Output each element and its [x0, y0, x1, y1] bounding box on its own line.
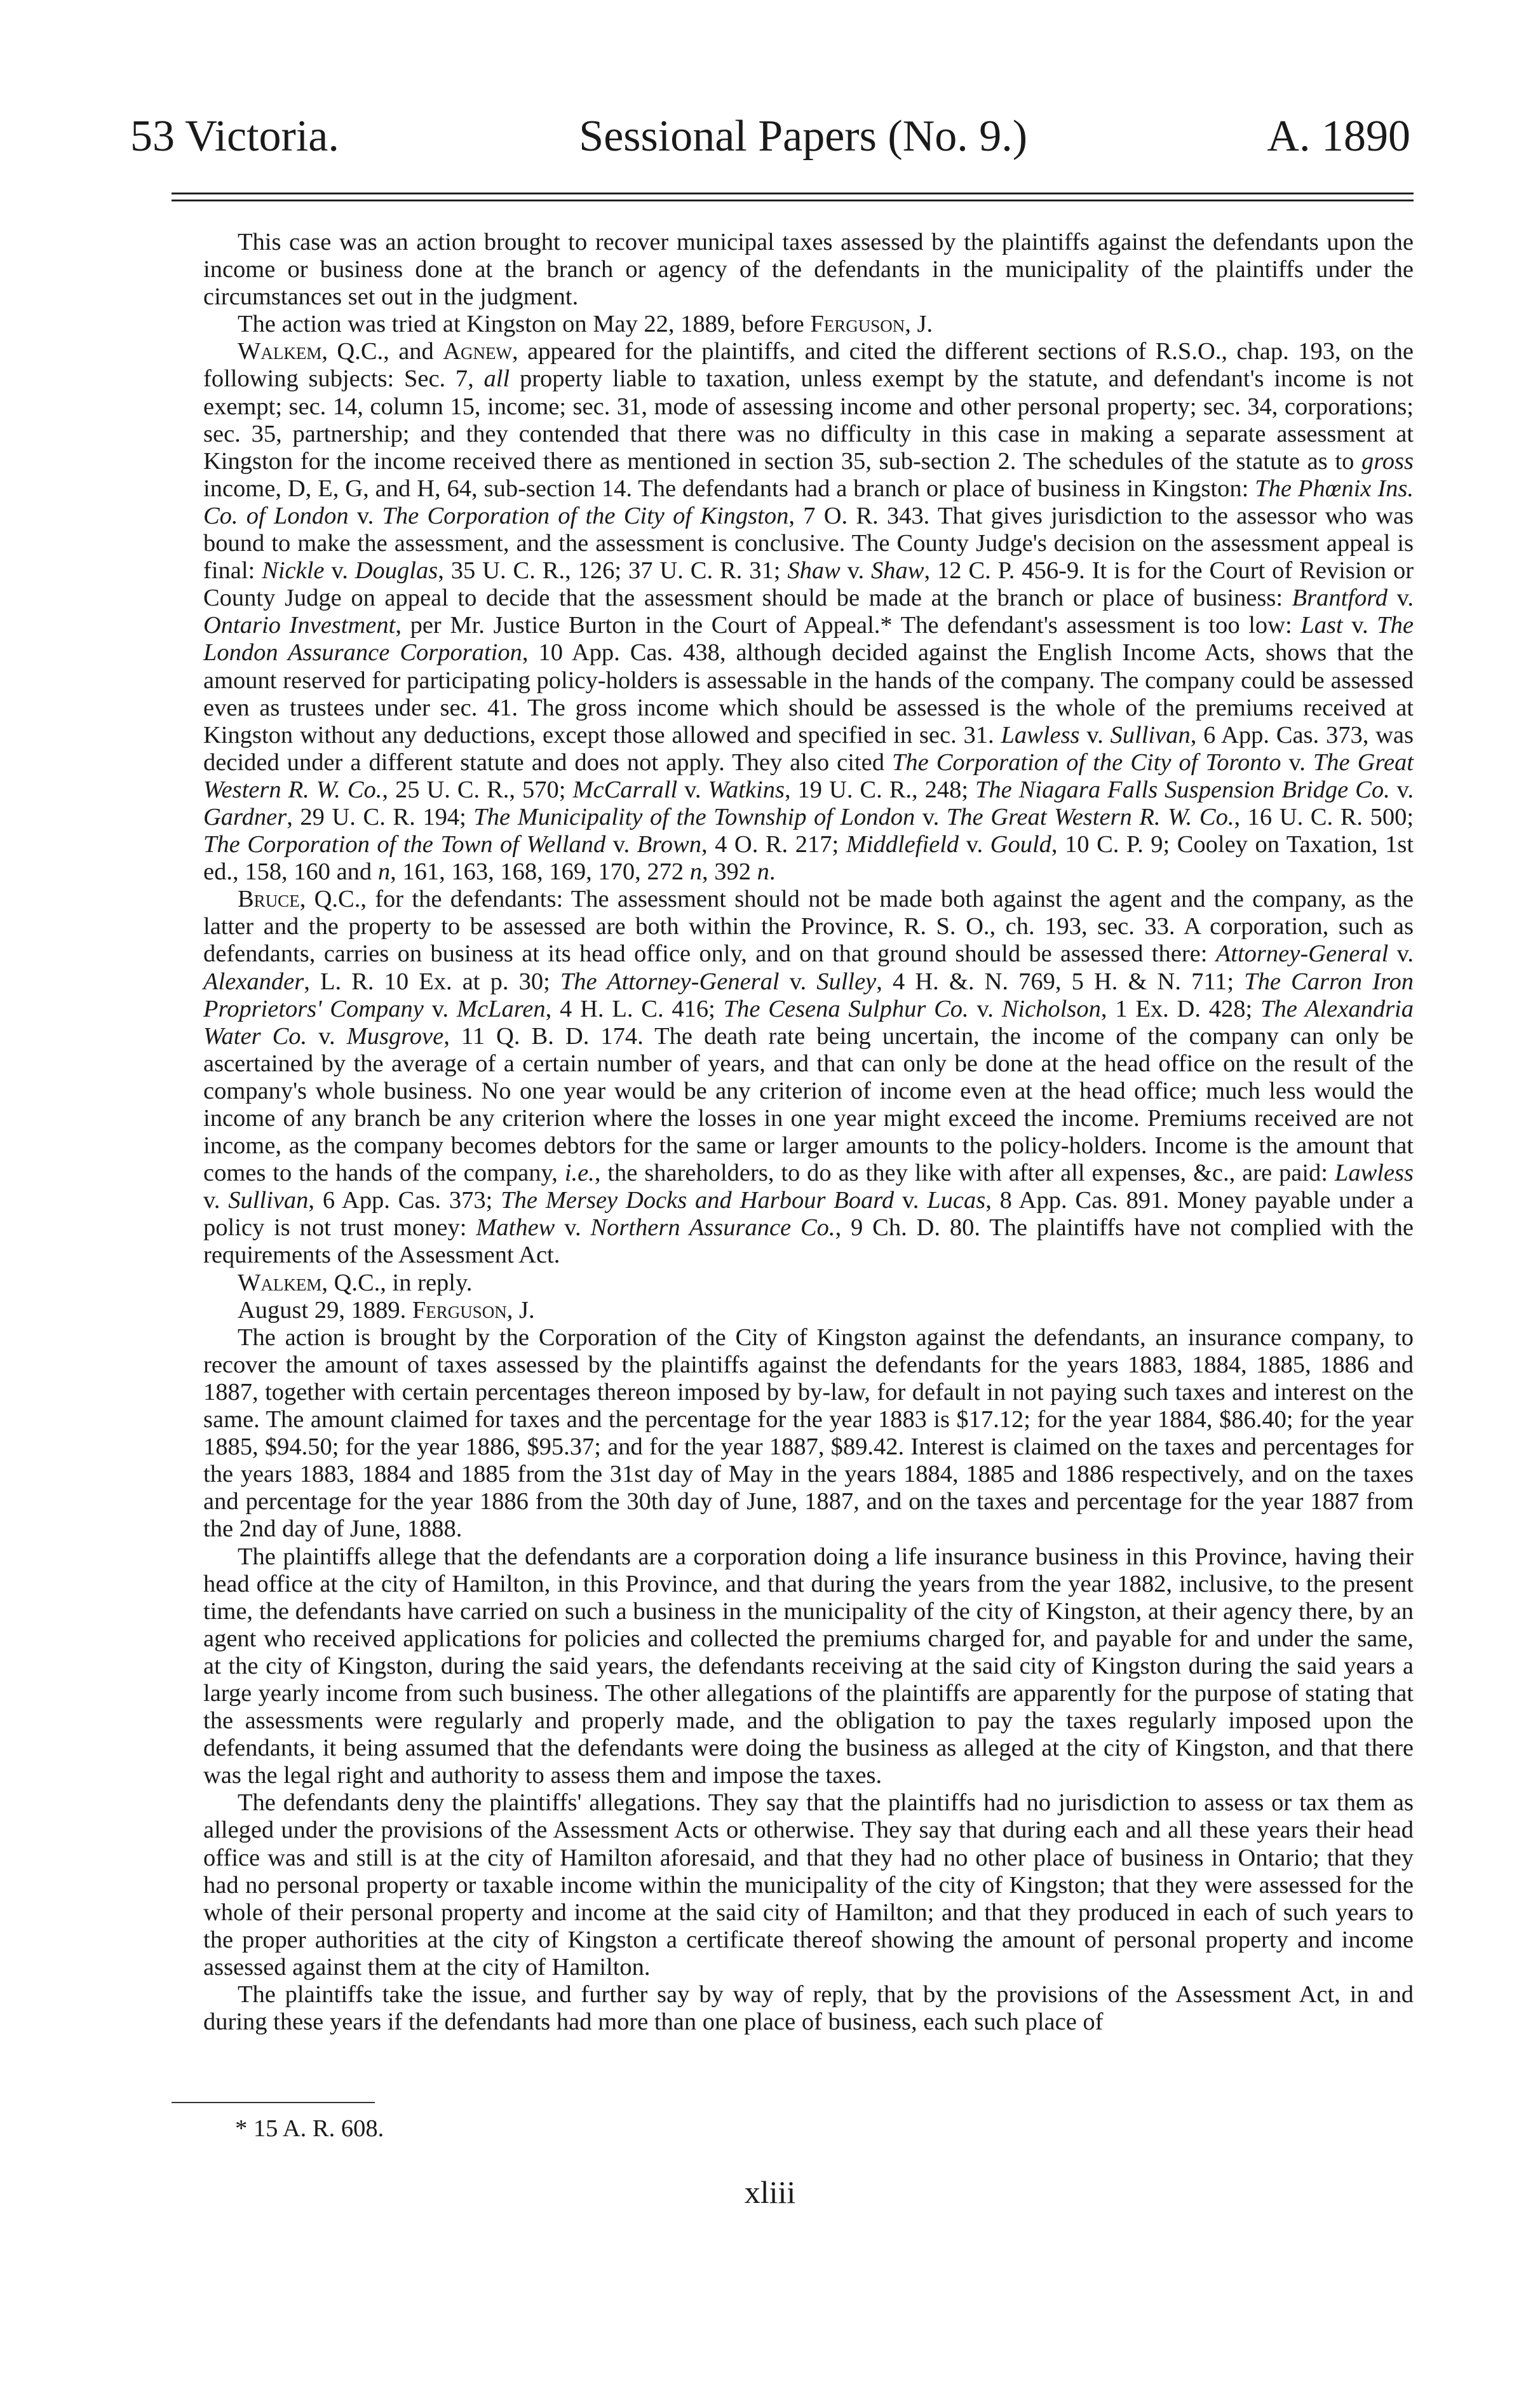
italic-text: n [757, 858, 769, 886]
italic-text: Musgrove [346, 1022, 444, 1050]
text-run: v. [605, 831, 637, 858]
paragraph [203, 338, 1414, 886]
text-run: , J. [905, 311, 933, 338]
italic-text: Middlefield [846, 831, 959, 858]
text-run: , the shareholders, to do as they like with after all expenses, &c., are paid: [594, 1160, 1335, 1187]
text-run: . [769, 858, 776, 886]
name-smallcaps: Bruce [238, 886, 300, 913]
text-run: , 161, 163, 168, 169, 170, 272 [390, 858, 690, 886]
italic-text: Gould [990, 831, 1051, 858]
text-run: , 1 Ex. D. 428; [1100, 995, 1261, 1022]
text-run: v. [894, 1187, 928, 1214]
italic-text: The London Assurance Corporation [203, 612, 1414, 667]
page-number: xliii [744, 2174, 796, 2210]
text-run: The plaintiffs take the issue, and further say by way of reply, that by the provisions of the Assessment Act, in and during these years if the defendants had more than one place of business, each such place of [203, 1981, 1414, 2036]
text-run: , Q.C., and [321, 338, 443, 365]
text-run: v. [348, 502, 382, 529]
text-run: v. [959, 831, 990, 858]
text-run: , 19 U. C. R., 248; [784, 776, 976, 803]
italic-text: Nickle [262, 557, 325, 585]
italic-text: Attorney-General [1215, 940, 1389, 968]
italic-text: The Corporation of the Town of Welland [203, 831, 606, 858]
italic-text: The Corporation of the City of Kingston [382, 502, 789, 529]
italic-text: Last [1300, 612, 1343, 639]
italic-text: n [689, 858, 702, 886]
running-header [130, 111, 1410, 162]
italic-text: Shaw [871, 557, 924, 585]
text-run: , appeared for the plaintiffs, and cited the different sections of R.S.O., chap. 193, on the following subjects: Sec. 7, [203, 338, 1414, 393]
text-run: , J. [506, 1296, 535, 1324]
text-run: v. [555, 1214, 591, 1242]
name-smallcaps: Ferguson [412, 1296, 507, 1324]
italic-text: Brantford [1292, 585, 1388, 612]
text-run: , 12 C. P. 456-9. It is for the Court of Revision or County Judge on appeal to decide that the assessment should be made at the branch or place of business: [203, 557, 1414, 612]
text-run: v. [915, 803, 947, 830]
italic-text: n [377, 858, 391, 886]
text-run: , 16 U. C. R. 500; [1234, 803, 1414, 830]
text-run: , 6 App. Cas. 373, was decided under a different statute and does not apply. They also cited [203, 721, 1414, 776]
text-run: v. [1342, 612, 1377, 639]
text-run: v. [1079, 721, 1111, 748]
italic-text: Lucas [927, 1187, 986, 1214]
name-smallcaps: Walkem [238, 338, 322, 365]
italic-text: The Phœnix Ins. Co. of London [203, 475, 1414, 529]
italic-text: Douglas [355, 557, 438, 585]
italic-text: Alexander [203, 968, 304, 995]
text-run: v. [1389, 776, 1414, 803]
name-smallcaps: Walkem [238, 1269, 322, 1296]
text-run: v. [1388, 940, 1414, 968]
italic-text: Sullivan [1110, 721, 1191, 748]
header-double-rule [172, 193, 1414, 207]
italic-text: Mathew [476, 1214, 555, 1242]
paragraph [203, 229, 1414, 311]
italic-text: Brown [637, 831, 701, 858]
text-run: v. [677, 776, 708, 803]
italic-text: gross [1361, 447, 1414, 475]
text-run: The defendants deny the plaintiffs' allegations. They say that the plaintiffs had no jurisdiction to assess or tax them as alleged under the provisions of the Assessment Acts or otherwise. They say that during each and all these years their head office was and still is at the city of Hamilton aforesaid, and that they had no other place of business in Ontario; that they had no personal property or taxable income within the municipality of the city of Kingston; that they were assessed for the whole of their personal property and income at the said city of Hamilton; and that they produced in each of such years to the proper authorities at the city of Kingston a certificate thereof showing the amount of personal property and income assessed against them at the city of Hamilton. [203, 1789, 1414, 1981]
name-smallcaps: Ferguson [810, 311, 905, 338]
footnote: * 15 A. R. 608. [235, 2115, 384, 2142]
text-run: , 9 Ch. D. 80. The plaintiffs have not complied with the requirements of the Assessment Act. [203, 1214, 1414, 1269]
paragraph [203, 1789, 1414, 1981]
paragraph [203, 1324, 1414, 1543]
header-volume: 53 Victoria. [130, 112, 339, 161]
text-run: v. [1281, 748, 1313, 776]
italic-text: Northern Assurance Co. [590, 1214, 835, 1242]
text-run: , per Mr. Justice Burton in the Court of Appeal.* The defendant's assessment is too low: [395, 612, 1301, 639]
text-run: , Q.C., in reply. [321, 1269, 473, 1296]
text-run: v. [203, 1187, 229, 1214]
text-run: , 29 U. C. R. 194; [287, 803, 474, 830]
text-run: , 10 App. Cas. 438, although decided against the English Income Acts, shows that the amount reserved for participating policy-holders is assessable in the hands of the company. The company could be assessed even as trustees under sec. 41. The gross income which should be assessed is the whole of the premiums received at Kingston without any deductions, except those allowed and specified in sec. 31. [203, 639, 1414, 748]
italic-text: The Great Western R. W. Co. [946, 803, 1234, 830]
italic-text: Lawless [1001, 721, 1080, 748]
text-run: v. [324, 557, 355, 585]
italic-text: Sullivan [228, 1187, 309, 1214]
header-year: A. 1890 [1267, 112, 1410, 161]
text-run: August 29, 1889. [238, 1296, 412, 1324]
italic-text: The Niagara Falls Suspension Bridge Co. [975, 776, 1390, 803]
text-run: v. [968, 995, 1002, 1022]
text-run: The action was tried at Kingston on May 22, 1889, before [238, 311, 811, 338]
paragraph [203, 1981, 1414, 2036]
paragraph [203, 886, 1414, 1269]
text-run: , 25 U. C. R., 570; [382, 776, 573, 803]
text-run: The plaintiffs allege that the defendants are a corporation doing a life insurance business in this Province, having their head office at the city of Hamilton, in this Province, and that during the years from the year 1882, inclusive, to the present time, the defendants have carried on such a business in the municipality of the city of Kingston, at their agency there, by an agent who received applications for policies and collected the premiums charged for, and payable for and under the same, at the city of Kingston, during the said years, the defendants receiving at the said city of Kingston during the said years a large yearly income from such business. The other allegations of the plaintiffs are apparently for the purpose of stating that the assessments were regularly and properly made, and the obligation to pay the taxes regularly imposed upon the defendants, it being assumed that the defendants were doing the business as alleged at the city of Kingston, and that there was the legal right and authority to assess them and impose the taxes. [203, 1543, 1414, 1789]
text-run: income, D, E, G, and H, 64, sub-section 14. The defendants had a branch or place of business in Kingston: [203, 475, 1255, 502]
text-run: v. [307, 1022, 347, 1050]
text-run: The action is brought by the Corporation of the City of Kingston against the defendants, an insurance company, to recover the amount of taxes assessed by the plaintiffs against the defendants for the years 1883, 1884, 1885, 1886 and 1887, together with certain percentages thereon imposed by by-law, for default in not paying such taxes and interest on the same. The amount claimed for taxes and the percentage for the year 1883 is $17.12; for the year 1884, $86.40; for the year 1885, $94.50; for the year 1886, $95.37; and for the year 1887, $89.42. Interest is claimed on the taxes and percentages for the years 1883, 1884 and 1885 from the 31st day of May in the years 1884, 1885 and 1886 respectively, and on the taxes and percentage for the year 1886 from the 30th day of June, 1887, and on the taxes and percentage for the year 1887 from the 2nd day of June, 1888. [203, 1324, 1414, 1543]
italic-text: Sulley [816, 968, 877, 995]
italic-text: The Municipality of the Township of London [473, 803, 915, 830]
text-run: , 8 App. Cas. 891. Money payable under a policy is not trust money: [203, 1187, 1414, 1242]
text-run: , 7 O. R. 343. That gives jurisdiction to the assessor who was bound to make the assessment, and the assessment is conclusive. The County Judge's decision on the assessment appeal is final: [203, 502, 1414, 585]
header-title: Sessional Papers (No. 9.) [579, 112, 1028, 161]
text-run: v. [840, 557, 872, 585]
italic-text: Lawless [1334, 1160, 1414, 1187]
text-run: , 4 O. R. 217; [701, 831, 846, 858]
paragraph [203, 311, 1414, 338]
text-run: , Q.C., for the defendants: The assessment should not be made both against the agent and the company, as the latter and the property to be assessed are both within the Province, R. S. O., ch. 193, sec. 33. A corporation, such as defendants, carries on business at its head office only, and on that ground should be assessed there: [203, 886, 1414, 968]
italic-text: The Attorney-General [560, 968, 780, 995]
italic-text: The Great Western R. W. Co. [203, 748, 1414, 803]
text-run: property liable to taxation, unless exempt by the statute, and defendant's income is not exempt; sec. 14, column 15, income; sec. 31, mode of assessing income and other personal property; sec. 34, corporations; sec. 35, partnership; and they contended that there was no difficulty in this case in making a separate assessment at Kingston for the income received there as mentioned in section 35, sub-section 2. The schedules of the statute as to [203, 365, 1414, 475]
italic-text: all [483, 365, 510, 393]
italic-text: Nicholson [1001, 995, 1101, 1022]
italic-text: Watkins [708, 776, 785, 803]
italic-text: Gardner [203, 803, 287, 830]
name-smallcaps: Agnew [443, 338, 512, 365]
italic-text: The Carron Iron Proprietors' Company [203, 968, 1414, 1022]
paragraph [203, 1543, 1414, 1790]
italic-text: McCarrall [572, 776, 678, 803]
text-run: , 6 App. Cas. 373; [308, 1187, 501, 1214]
paragraph [203, 1297, 1414, 1324]
italic-text: i.e. [564, 1160, 595, 1187]
italic-text: Shaw [787, 557, 841, 585]
text-run: , 4 H. &. N. 769, 5 H. & N. 711; [876, 968, 1245, 995]
italic-text: The Cesena Sulphur Co. [723, 995, 969, 1022]
text-run: This case was an action brought to recover municipal taxes assessed by the plaintiffs against the defendants upon the income or business done at the branch or agency of the defendants in the municipality of the plaintiffs under the circumstances set out in the judgment. [203, 229, 1414, 311]
italic-text: The Corporation of the City of Toronto [892, 748, 1281, 776]
italic-text: The Mersey Docks and Harbour Board [501, 1187, 895, 1214]
text-run: , 392 [701, 858, 757, 886]
document-body [203, 229, 1414, 2036]
paragraph [203, 1270, 1414, 1297]
text-run: , 11 Q. B. D. 174. The death rate being uncertain, the income of the company can only be ascertained by the average of a certain number of years, and that can only be done at the head office on the result of the company's whole business. No one year would be any criterion of income even at the head office; much less would the income of any branch be any criterion where the losses in one year might exceed the income. Premiums received are not income, as the company becomes debtors for the same or larger amounts to the policy-holders. Income is the amount that comes to the hands of the company, [203, 1022, 1414, 1187]
text-run: , 10 C. P. 9; Cooley on Taxation, 1st ed., 158, 160 and [203, 831, 1414, 886]
italic-text: Ontario Investment [203, 612, 396, 639]
text-run: v. [779, 968, 817, 995]
text-run: , 4 H. L. C. 416; [545, 995, 724, 1022]
text-run: , L. R. 10 Ex. at p. 30; [304, 968, 560, 995]
text-run: , 35 U. C. R., 126; 37 U. C. R. 31; [438, 557, 788, 585]
text-run: v. [423, 995, 457, 1022]
footnote-rule [172, 2102, 375, 2103]
italic-text: McLaren [456, 995, 546, 1022]
italic-text: The Alexandria Water Co. [203, 995, 1414, 1050]
text-run: v. [1388, 585, 1414, 612]
